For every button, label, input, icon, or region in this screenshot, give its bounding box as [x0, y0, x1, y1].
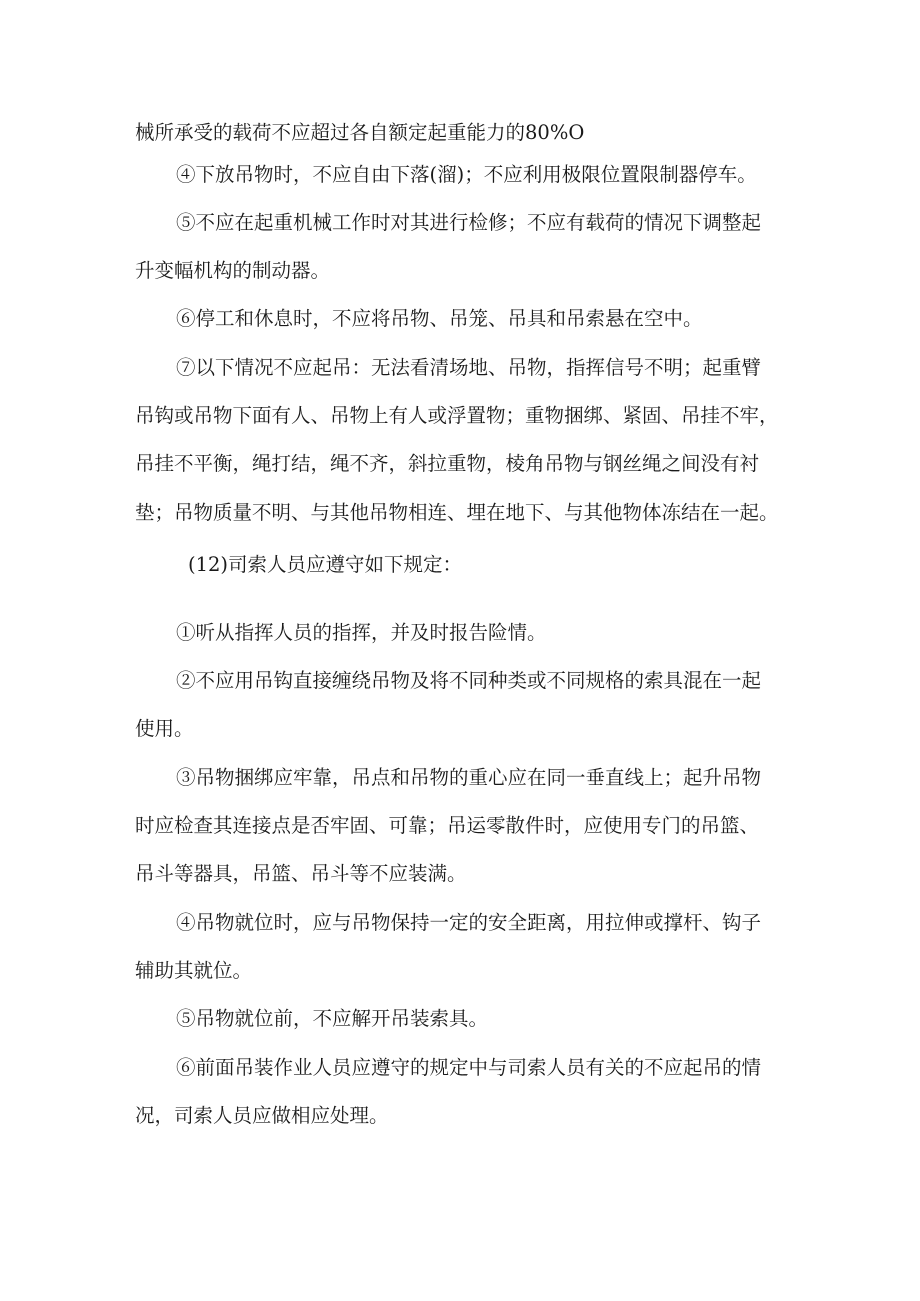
text-line-7: 吊钩或吊物下面有人、吊物上有人或浮置物；重物捆绑、紧固、吊挂不牢，: [135, 404, 779, 427]
text-line-5: ⑥停工和休息时，不应将吊物、吊笼、吊具和吊索悬在空中。: [176, 307, 703, 330]
section-heading-12: (12)司索人员应遵守如下规定：: [188, 553, 463, 576]
text-line-16: 吊斗等器具，吊篮、吊斗等不应装满。: [135, 862, 467, 885]
text-line-2: ④下放吊物时，不应自由下落(溜)；不应利用极限位置限制器停车。: [176, 163, 757, 186]
text-line-13: 使用。: [135, 717, 194, 740]
text-line-4: 升变幅机构的制动器。: [135, 259, 331, 282]
text-line-19: ⑤吊物就位前，不应解开吊装索具。: [176, 1007, 489, 1030]
text-line-11: ①听从指挥人员的指挥，并及时报告险情。: [176, 621, 547, 644]
text-line-12: ②不应用吊钩直接缠绕吊物及将不同种类或不同规格的索具混在一起: [176, 669, 762, 692]
text-line-3: ⑤不应在起重机械工作时对其进行检修；不应有载荷的情况下调整起: [176, 211, 762, 234]
text-line-17: ④吊物就位时，应与吊物保持一定的安全距离，用拉伸或撑杆、钩子: [176, 911, 762, 934]
text-line-1: 械所承受的载荷不应超过各自额定起重能力的80%O: [135, 121, 585, 144]
text-line-14: ③吊物捆绑应牢靠，吊点和吊物的重心应在同一垂直线上；起升吊物: [176, 766, 762, 789]
text-line-20: ⑥前面吊装作业人员应遵守的规定中与司索人员有关的不应起吊的情: [176, 1056, 762, 1079]
text-line-6: ⑦以下情况不应起吊：无法看清场地、吊物，指挥信号不明；起重臂: [176, 356, 762, 379]
text-line-9: 垫；吊物质量不明、与其他吊物相连、埋在地下、与其他物体冻结在一起。: [135, 501, 779, 524]
text-line-8: 吊挂不平衡，绳打结，绳不齐，斜拉重物，棱角吊物与钢丝绳之间没有衬: [135, 452, 760, 475]
text-line-21: 况，司索人员应做相应处理。: [135, 1104, 389, 1127]
text-line-15: 时应检查其连接点是否牢固、可靠；吊运零散件时，应使用专门的吊篮、: [135, 814, 760, 837]
text-line-18: 辅助其就位。: [135, 959, 253, 982]
